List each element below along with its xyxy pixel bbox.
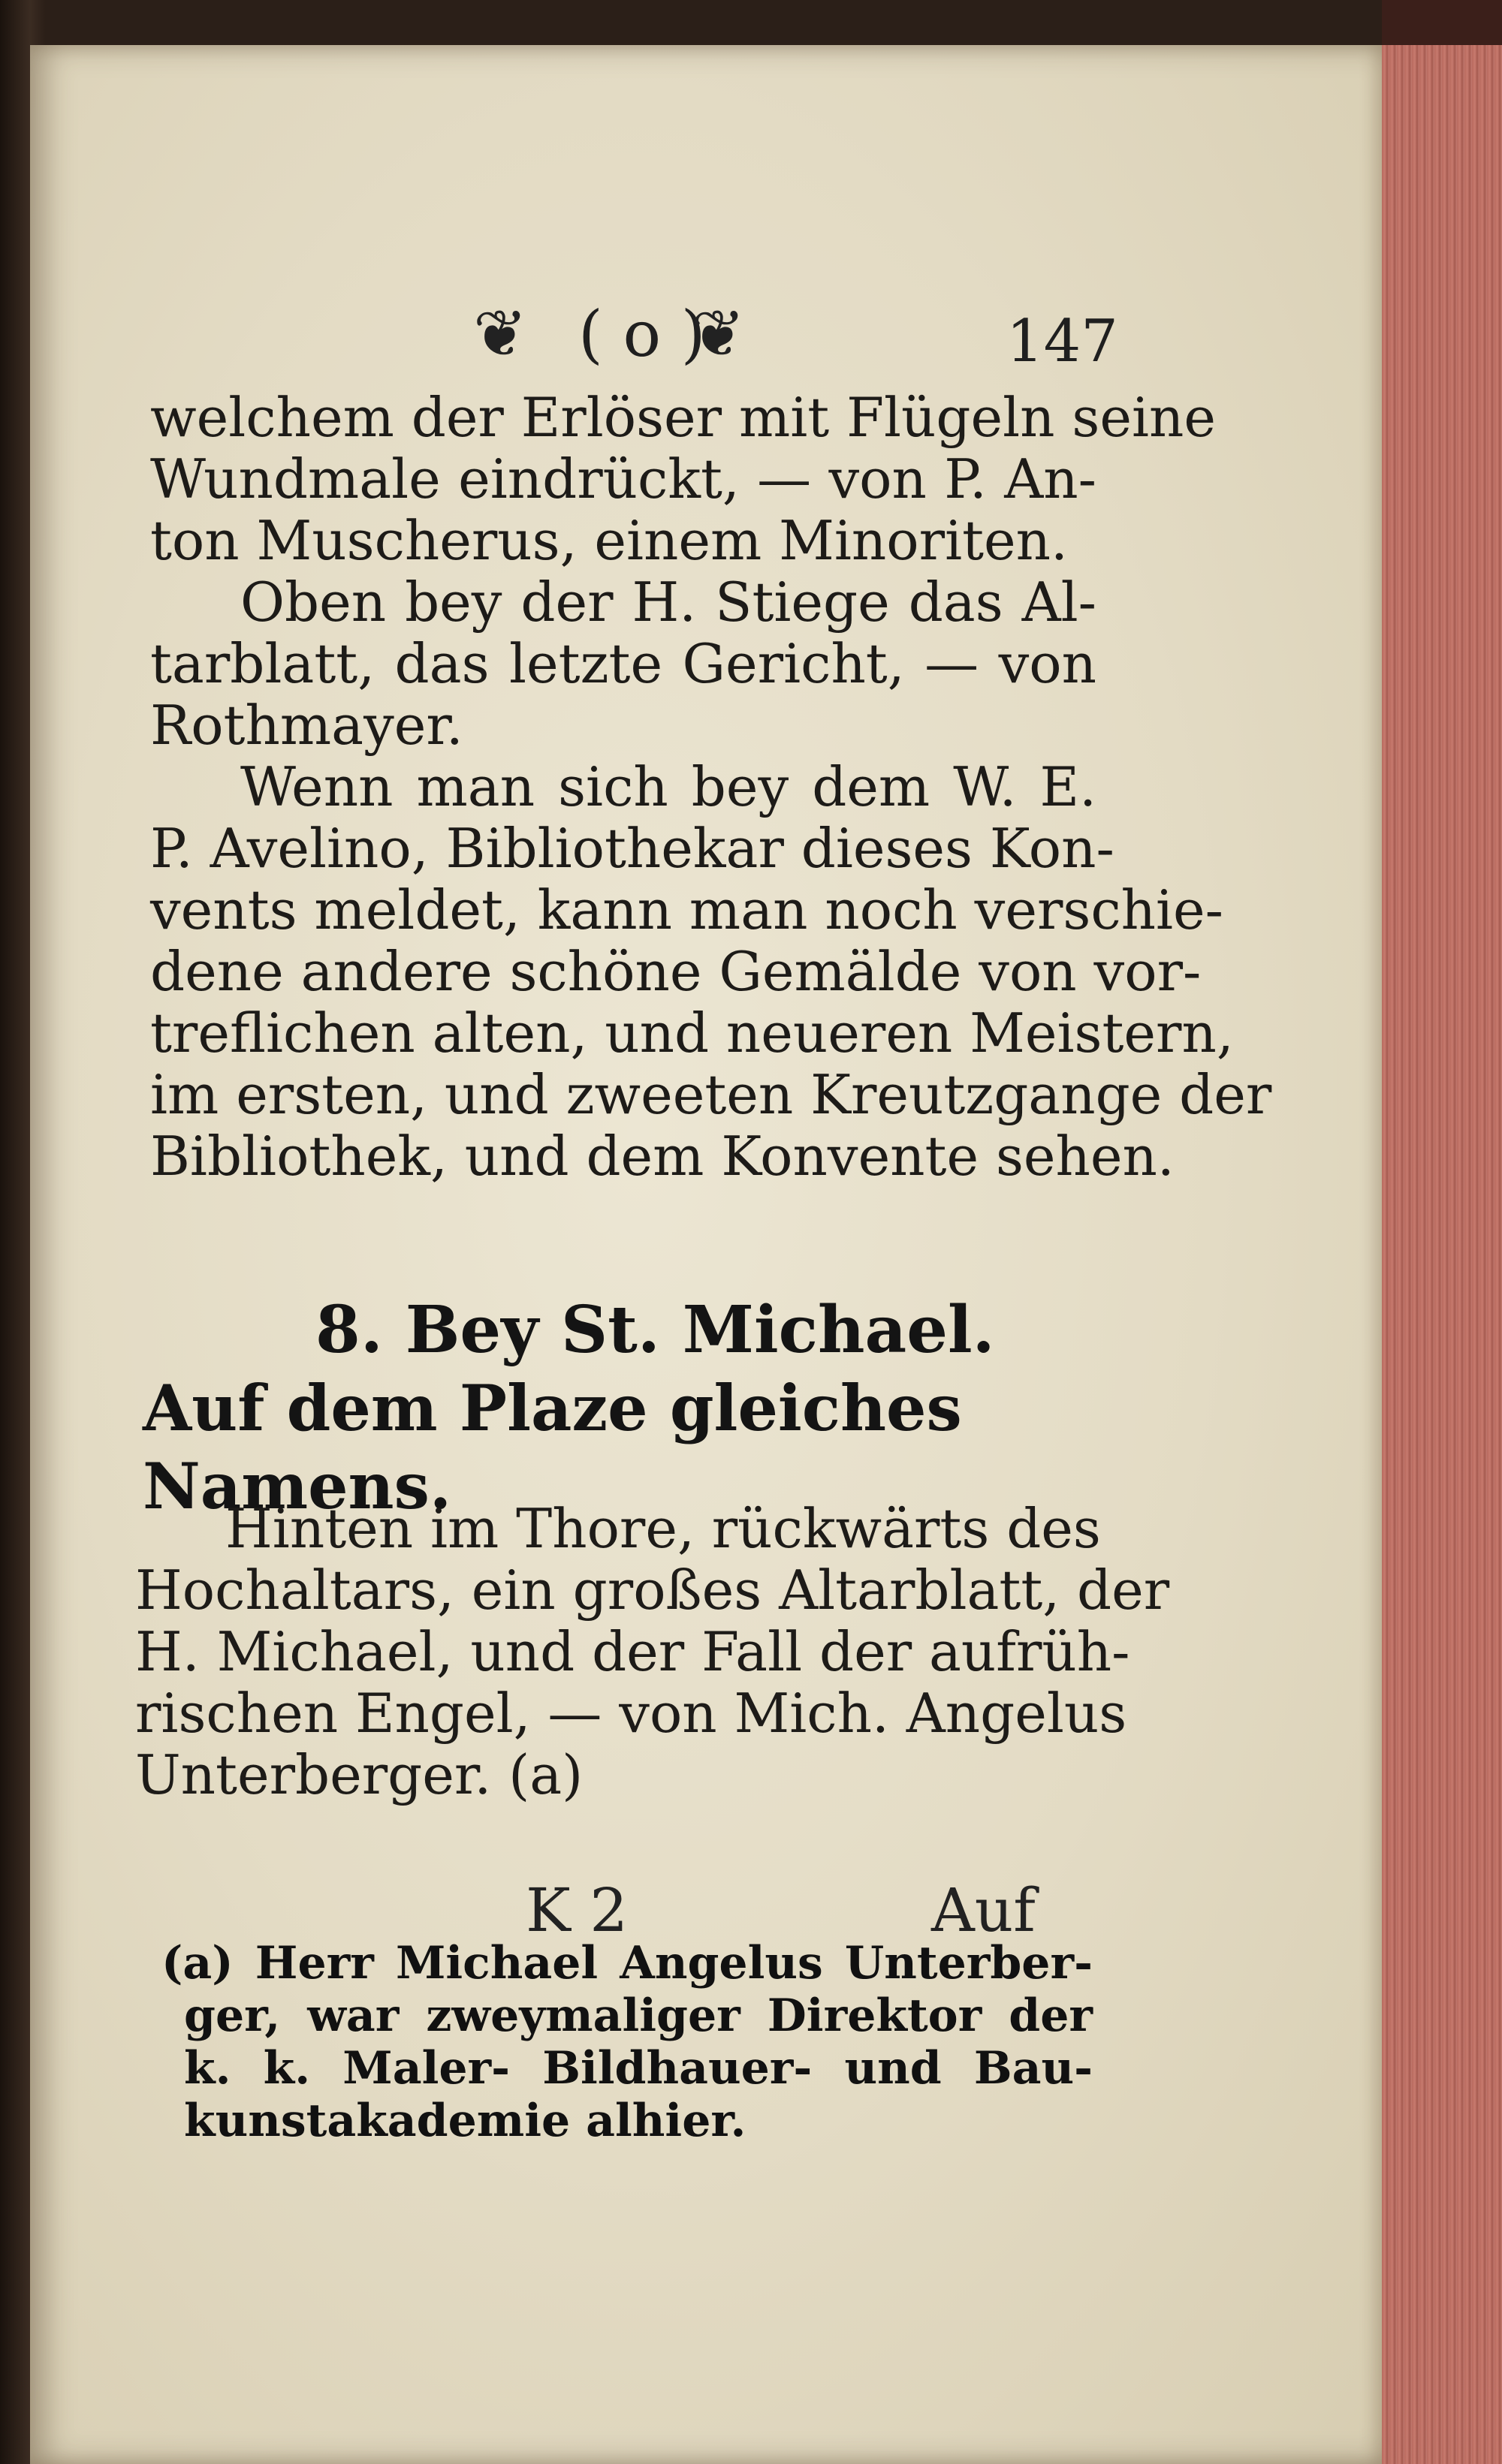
text-line: Bibliothek, und dem Konvente sehen. (150, 1125, 1175, 1188)
section-title: 8. Bey St. Michael. (315, 1292, 995, 1368)
footnote (161, 1937, 1093, 2147)
footnote-line: ger, war zweymaliger Direktor der (184, 1990, 1093, 2042)
section-subtitle: Auf dem Plaze gleiches Namens. (143, 1371, 962, 1523)
text-line: P. Avelino, Bibliothekar dieses Kon- (150, 817, 1114, 880)
page-number: 147 (1006, 308, 1118, 375)
ornament-left-icon: ❦ (473, 297, 528, 372)
page-edges (1382, 45, 1502, 2464)
text-line: Rothmayer. (150, 694, 463, 757)
text-line: Wundmale eindrückt, — von P. An- (150, 447, 1096, 511)
page-edge-top (1382, 0, 1502, 45)
text-line: dene andere schöne Gemälde von vor- (150, 940, 1202, 1003)
header-mark: ( o ) (578, 297, 706, 371)
footnote-line: (a) Herr Michael Angelus Unterber- (161, 1937, 1093, 1990)
footnote-line: k. k. Maler- Bildhauer- und Bau- (184, 2042, 1093, 2095)
text-line: rischen Engel, — von Mich. Angelus (135, 1682, 1127, 1745)
text-block-1 (150, 386, 1272, 1188)
text-line: Oben bey der H. Stiege das Al- (240, 571, 1096, 634)
running-header (0, 293, 1382, 375)
text-line: Hochaltars, ein großes Altarblatt, der (135, 1559, 1170, 1622)
text-line: Unterberger. (a) (135, 1743, 584, 1806)
catchword: Auf (931, 1875, 1036, 1945)
text-line: Wenn man sich bey dem W. E. (240, 755, 1096, 818)
section-heading (143, 1291, 1119, 1523)
text-line: vents meldet, kann man noch verschie- (150, 878, 1223, 941)
text-line: H. Michael, und der Fall der aufrüh- (135, 1620, 1130, 1683)
ornament-right-icon: ❦ (691, 297, 746, 372)
text-line: Hinten im Thore, rückwärts des (225, 1497, 1101, 1560)
signature-mark: K 2 (526, 1875, 629, 1945)
text-block-2 (135, 1497, 1170, 1806)
text-line: welchem der Erlöser mit Flügeln seine (150, 386, 1216, 449)
text-line: im ersten, und zweeten Kreutzgange der (150, 1063, 1272, 1126)
footnote-line: kunstakademie alhier. (184, 2095, 746, 2147)
text-line: ton Muscherus, einem Minoriten. (150, 509, 1068, 572)
text-line: tarblatt, das letzte Gericht, — von (150, 632, 1096, 695)
text-line: treflichen alten, und neueren Meistern, (150, 1002, 1234, 1065)
